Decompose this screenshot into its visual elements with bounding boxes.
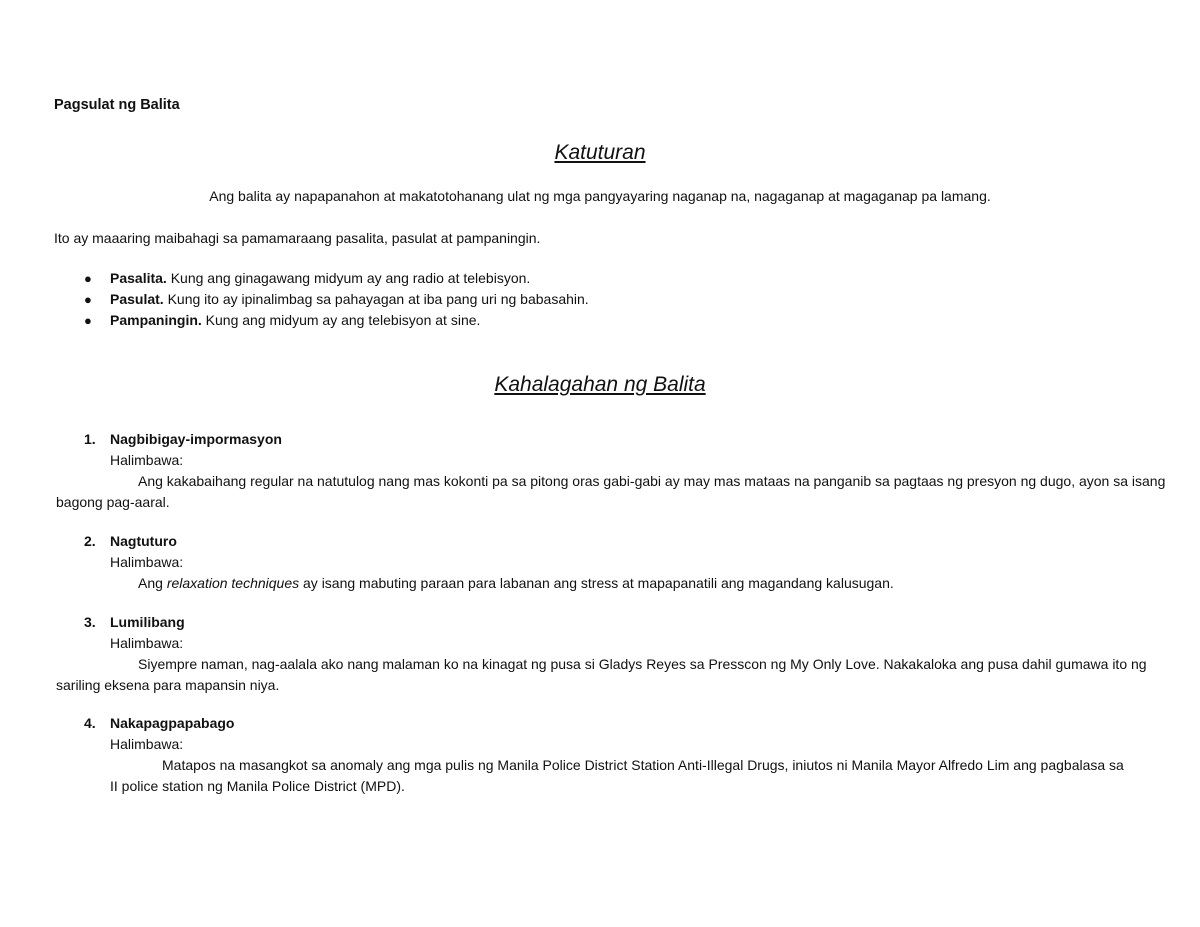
numbered-item-4 (84, 713, 1174, 797)
bullet-icon: ● (84, 313, 92, 328)
bullet-term: Pampaningin. (110, 312, 202, 328)
list-item (84, 268, 589, 289)
section-heading-kahalagahan: Kahalagahan ng Balita (494, 373, 706, 396)
numbered-item-1 (56, 429, 1174, 513)
item-number: 1. (84, 431, 96, 447)
example-body: Ang (138, 575, 167, 591)
item-number: 3. (84, 614, 96, 630)
example-body: Matapos na masangkot sa anomaly ang mga pulis ng Manila Police District Station Anti-Illegal Drugs, iniutos ni Manila Mayor Alfredo Lim ang pagbalasa sa II police station ng Manila Police District (MPD). (110, 757, 1124, 794)
item-title (84, 713, 1174, 734)
item-number: 2. (84, 533, 96, 549)
item-title (84, 429, 1174, 450)
item-title (84, 531, 1174, 552)
list-item (84, 289, 589, 310)
example-label: Halimbawa: (110, 635, 184, 651)
item-title-text: Nagtuturo (110, 533, 177, 549)
item-title-text: Lumilibang (110, 614, 185, 630)
intro-paragraph: Ito ay maaaring maibahagi sa pamamaraang pasalita, pasulat at pampaningin. (54, 230, 541, 246)
section-heading-katuturan: Katuturan (554, 141, 646, 164)
item-title-text: Nagbibigay-impormasyon (110, 431, 282, 447)
list-item (84, 310, 589, 331)
example-body-end: ay isang mabuting paraan para labanan ang stress at mapapanatili ang magandang kalusugan. (299, 575, 894, 591)
definition-paragraph: Ang balita ay napapanahon at makatotohanang ulat ng mga pangyayaring naganap na, nagaganap at magaganap pa lamang. (209, 188, 991, 204)
example-body: Ang kakabaihang regular na natutulog nang mas kokonti pa sa pitong oras gabi-gabi ay may mas mataas na panganib sa pagtaas ng presyon ng dugo, ayon sa isang bagong pag-aaral. (56, 473, 1166, 510)
example-text (56, 654, 1174, 696)
bullet-text: Kung ito ay ipinalimbag sa pahayagan at iba pang uri ng babasahin. (163, 291, 589, 307)
bullet-text: Kung ang ginagawang midyum ay ang radio at telebisyon. (166, 270, 531, 286)
bullet-text: Kung ang midyum ay ang telebisyon at sine. (201, 312, 481, 328)
item-title (84, 612, 1174, 633)
bullet-list (84, 268, 589, 331)
example-text (56, 471, 1174, 513)
document-label: Pagsulat ng Balita (54, 97, 180, 113)
numbered-item-2 (84, 531, 1174, 594)
example-italic: relaxation techniques (166, 575, 300, 591)
bullet-term: Pasulat. (110, 291, 164, 307)
example-label: Halimbawa: (110, 452, 184, 468)
example-label: Halimbawa: (110, 554, 184, 570)
example-body: Siyempre naman, nag-aalala ako nang malaman ko na kinagat ng pusa si Gladys Reyes sa Presscon ng My Only Love. Nakakaloka ang pusa dahil gumawa ito ng sariling eksena para mapansin niya. (56, 656, 1147, 693)
bullet-icon: ● (84, 271, 92, 286)
example-text (56, 573, 1174, 594)
bullet-icon: ● (84, 292, 92, 307)
item-number: 4. (84, 715, 96, 731)
numbered-item-3 (56, 612, 1174, 696)
bullet-term: Pasalita. (110, 270, 167, 286)
example-text (110, 755, 1130, 797)
item-title-text: Nakapagpapabago (110, 715, 235, 731)
example-label: Halimbawa: (110, 736, 184, 752)
